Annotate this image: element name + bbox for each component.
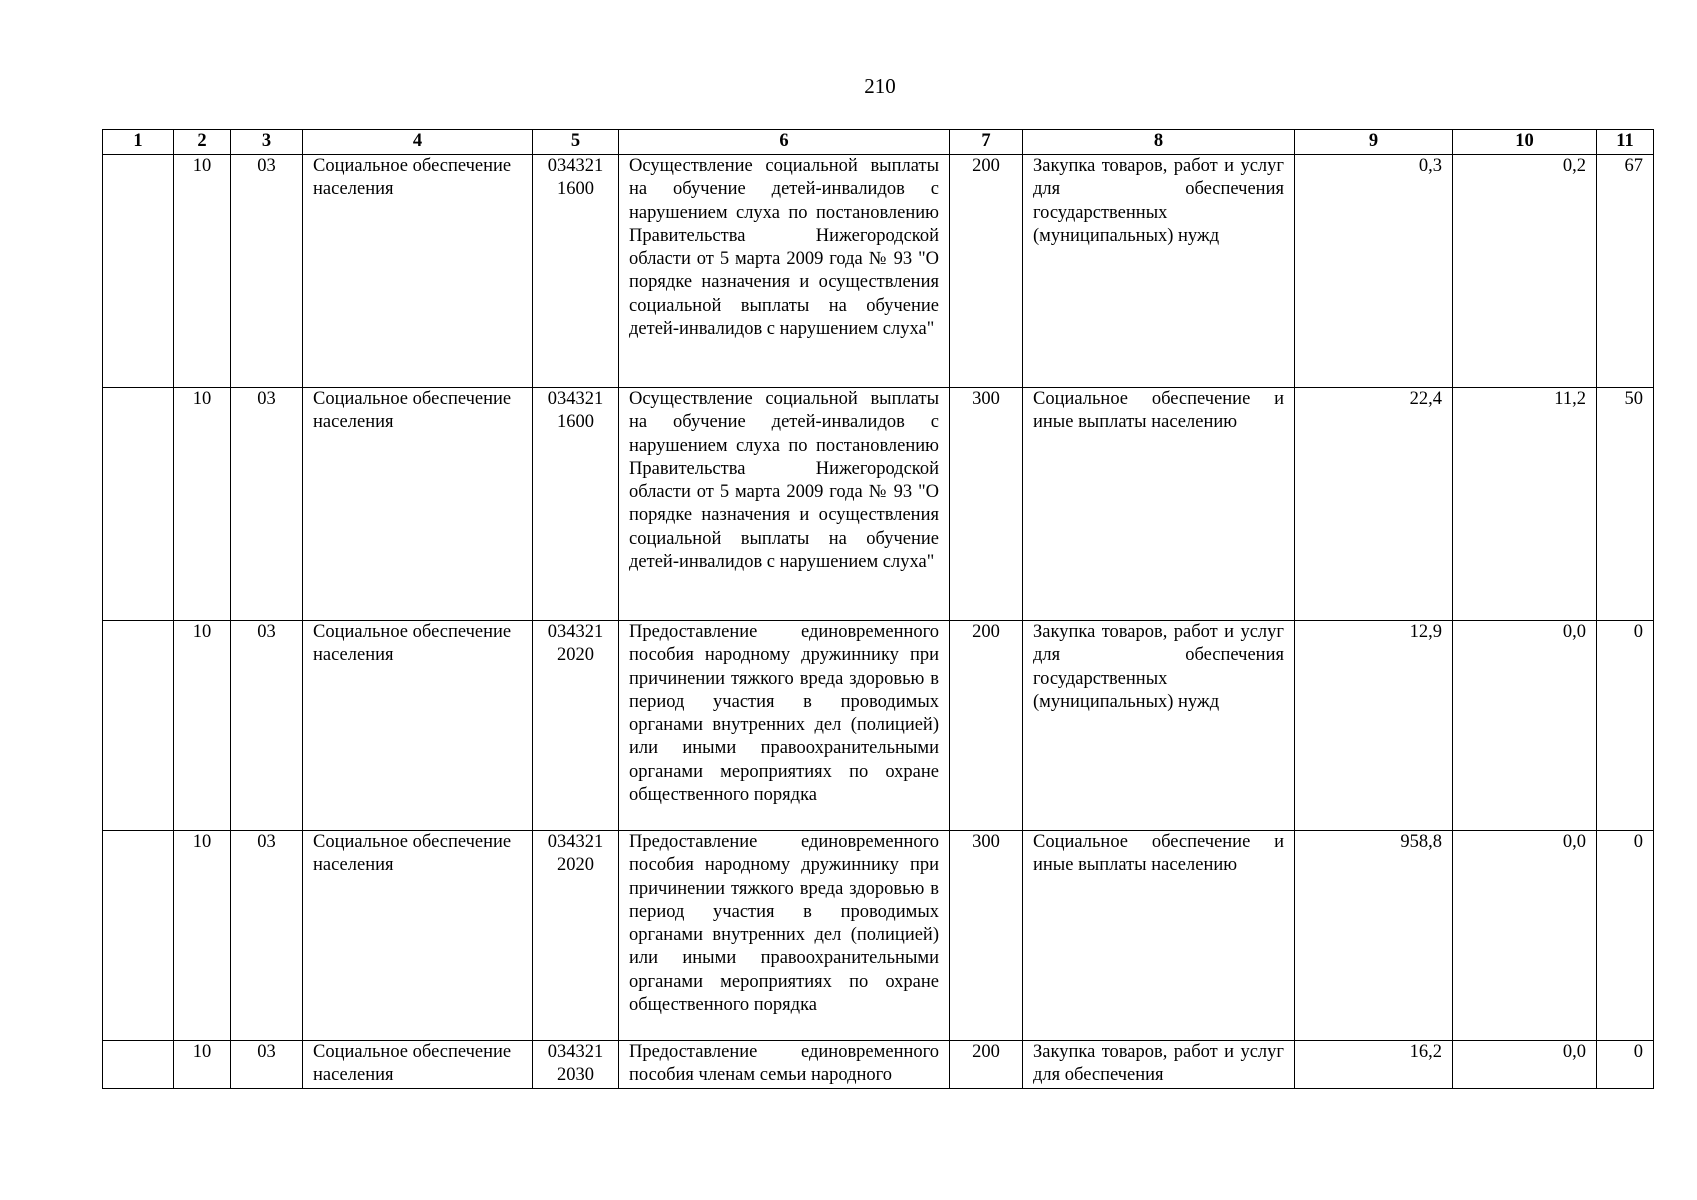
column-header-8: 8 [1023, 130, 1295, 155]
column-header-5: 5 [533, 130, 619, 155]
target-code-part1: 034321 [547, 389, 604, 409]
cell-target-code [533, 621, 619, 831]
column-header-6: 6 [619, 130, 950, 155]
cell-expense-name: Социальное обеспечение и иные выплаты населению [1023, 831, 1295, 1041]
cell-subsection: 03 [231, 621, 303, 831]
budget-table [102, 129, 1654, 1089]
target-code-part2: 1600 [557, 179, 594, 200]
cell-target-code [533, 1041, 619, 1089]
target-code-part1: 034321 [547, 622, 604, 642]
cell-target-code [533, 388, 619, 621]
cell-expense-name: Закупка товаров, работ и услуг для обеспечения государственных (муниципальных) нужд [1023, 155, 1295, 388]
target-code-part1: 034321 [547, 156, 604, 176]
cell-expense-type: 200 [950, 1041, 1023, 1089]
table-row [103, 621, 1654, 831]
target-code-part1: 034321 [547, 832, 604, 852]
cell-amount-plan: 0,3 [1295, 155, 1453, 388]
column-header-10: 10 [1453, 130, 1597, 155]
column-header-1: 1 [103, 130, 174, 155]
cell-section: 10 [174, 621, 231, 831]
cell-amount-plan: 958,8 [1295, 831, 1453, 1041]
table-row [103, 155, 1654, 388]
cell-amount-actual: 0,0 [1453, 621, 1597, 831]
cell-amount-plan: 22,4 [1295, 388, 1453, 621]
column-header-3: 3 [231, 130, 303, 155]
column-header-9: 9 [1295, 130, 1453, 155]
cell-expense-type: 200 [950, 155, 1023, 388]
target-code-part2: 2020 [557, 645, 594, 666]
cell-percent: 0 [1597, 1041, 1654, 1089]
cell-col1 [103, 831, 174, 1041]
cell-subsection: 03 [231, 831, 303, 1041]
target-code-part2: 2030 [557, 1065, 594, 1086]
cell-description: Осуществление социальной выплаты на обучение детей-инвалидов с нарушением слуха по постановлению Правительства Нижегородской области от 5 марта 2009 года № 93 "О порядке назначения и осуществления социальной выплаты на обучение детей-инвалидов с нарушением слуха" [619, 388, 950, 621]
cell-col1 [103, 388, 174, 621]
cell-subsection: 03 [231, 388, 303, 621]
cell-expense-name: Закупка товаров, работ и услуг для обеспечения государственных (муниципальных) нужд [1023, 621, 1295, 831]
cell-section-name: Социальное обеспечение населения [303, 388, 533, 621]
cell-amount-plan: 12,9 [1295, 621, 1453, 831]
column-header-11: 11 [1597, 130, 1654, 155]
cell-section-name: Социальное обеспечение населения [303, 621, 533, 831]
cell-amount-actual: 0,0 [1453, 1041, 1597, 1089]
cell-description: Осуществление социальной выплаты на обучение детей-инвалидов с нарушением слуха по постановлению Правительства Нижегородской области от 5 марта 2009 года № 93 "О порядке назначения и осуществления социальной выплаты на обучение детей-инвалидов с нарушением слуха" [619, 155, 950, 388]
cell-percent: 0 [1597, 621, 1654, 831]
page-number: 210 [864, 74, 896, 98]
cell-expense-type: 200 [950, 621, 1023, 831]
cell-section: 10 [174, 1041, 231, 1089]
cell-description: Предоставление единовременного пособия народному дружиннику при причинении тяжкого вреда здоровью в период участия в проводимых органами внутренних дел (полицией) или иными правоохранительными органами мероприятиях по охране общественного порядка [619, 621, 950, 831]
table-row [103, 831, 1654, 1041]
cell-amount-actual: 0,0 [1453, 831, 1597, 1041]
column-header-4: 4 [303, 130, 533, 155]
cell-subsection: 03 [231, 155, 303, 388]
cell-section: 10 [174, 831, 231, 1041]
cell-section: 10 [174, 388, 231, 621]
cell-subsection: 03 [231, 1041, 303, 1089]
cell-section-name: Социальное обеспечение населения [303, 1041, 533, 1089]
cell-expense-name: Закупка товаров, работ и услуг для обеспечения [1023, 1041, 1295, 1089]
cell-section: 10 [174, 155, 231, 388]
cell-section-name: Социальное обеспечение населения [303, 831, 533, 1041]
table-row [103, 388, 1654, 621]
column-header-7: 7 [950, 130, 1023, 155]
table-row [103, 1041, 1654, 1089]
cell-amount-actual: 11,2 [1453, 388, 1597, 621]
cell-amount-actual: 0,2 [1453, 155, 1597, 388]
cell-expense-type: 300 [950, 388, 1023, 621]
cell-percent: 0 [1597, 831, 1654, 1041]
cell-expense-type: 300 [950, 831, 1023, 1041]
cell-col1 [103, 1041, 174, 1089]
cell-description: Предоставление единовременного пособия членам семьи народного [619, 1041, 950, 1089]
cell-amount-plan: 16,2 [1295, 1041, 1453, 1089]
target-code-part1: 034321 [547, 1042, 604, 1062]
target-code-part2: 1600 [557, 412, 594, 433]
cell-col1 [103, 621, 174, 831]
cell-section-name: Социальное обеспечение населения [303, 155, 533, 388]
target-code-part2: 2020 [557, 855, 594, 876]
cell-description: Предоставление единовременного пособия народному дружиннику при причинении тяжкого вреда здоровью в период участия в проводимых органами внутренних дел (полицией) или иными правоохранительными органами мероприятиях по охране общественного порядка [619, 831, 950, 1041]
cell-percent: 50 [1597, 388, 1654, 621]
cell-target-code [533, 155, 619, 388]
cell-percent: 67 [1597, 155, 1654, 388]
header-row [103, 130, 1654, 155]
cell-col1 [103, 155, 174, 388]
cell-expense-name: Социальное обеспечение и иные выплаты населению [1023, 388, 1295, 621]
cell-target-code [533, 831, 619, 1041]
column-header-2: 2 [174, 130, 231, 155]
